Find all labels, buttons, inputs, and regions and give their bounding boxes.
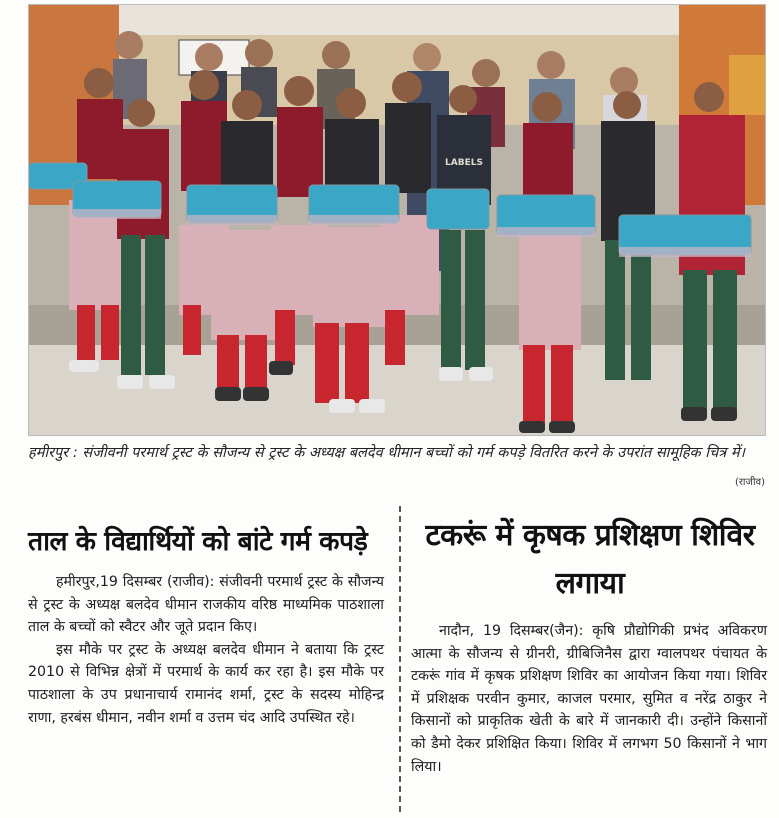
- left-article-paragraph: हमीरपुर,19 दिसम्बर (राजीव): संजीवनी परमार्थ ट्रस्ट के सौजन्य से ट्रस्ट के अध्यक्ष बलदेव धीमान राजकीय वरिष्ठ माध्यमिक पाठशाला ताल के बच्चों को स्वैटर और जूते प्रदान किए।: [28, 574, 384, 636]
- left-article-body: [28, 571, 384, 729]
- left-article-paragraph: इस मौके पर ट्रस्ट के अध्यक्ष बलदेव धीमान ने बताया कि ट्रस्ट 2010 से विभिन्न क्षेत्रों में परमार्थ के कार्य कर रहा है। इस मौके पर पाठशाला के उप प्रधानाचार्य रामानंद शर्मा, ट्रस्ट के सदस्य मोहिन्द्र राणा, हरबंस धीमान, नवीन शर्मा व उत्तम चंद आदि उपस्थित रहे।: [28, 641, 384, 726]
- right-article-headline: टकरूं में कृषक प्रशिक्षण शिविर लगाया: [425, 518, 755, 601]
- column-divider: [399, 506, 401, 812]
- shirt-text: LABELS: [445, 158, 483, 168]
- group-photo-icon: [29, 5, 766, 436]
- group-photo: [28, 4, 766, 436]
- right-article-paragraph: नादौन, 19 दिसम्बर(जैन): कृषि प्रौद्योगिकी प्रभंद अविकरण आत्मा के सौजन्य से ग्रीनरी, ग्रीबिजिनैस द्वारा ग्वालपथर पंचायत के टकरूं गांव में कृषक प्रशिक्षण शिविर का आयोजन किया गया। शिविर में प्रशिक्षक परवीन कुमार, काजल परमार, सुमित व नरेंद्र ठाकुर ने किसानों को प्राकृतिक खेती के बारे में जानकारी दी। उन्होंने किसानों को डैमो देकर प्रशिक्षित किया। शिविर में लगभग 50 किसानों ने भाग लिया।: [411, 623, 767, 775]
- photo-credit: (राजीव): [734, 477, 765, 488]
- photo-caption: हमीरपुर : संजीवनी परमार्थ ट्रस्ट के सौजन्य से ट्रस्ट के अध्यक्ष बलदेव धीमान बच्चों को गर्म कपड़े वितरित करने के उपरांत सामूहिक चित्र में।: [28, 445, 746, 461]
- right-article-body: [411, 620, 767, 778]
- left-article-headline: ताल के विद्यार्थियों को बांटे गर्म कपड़े: [28, 526, 368, 557]
